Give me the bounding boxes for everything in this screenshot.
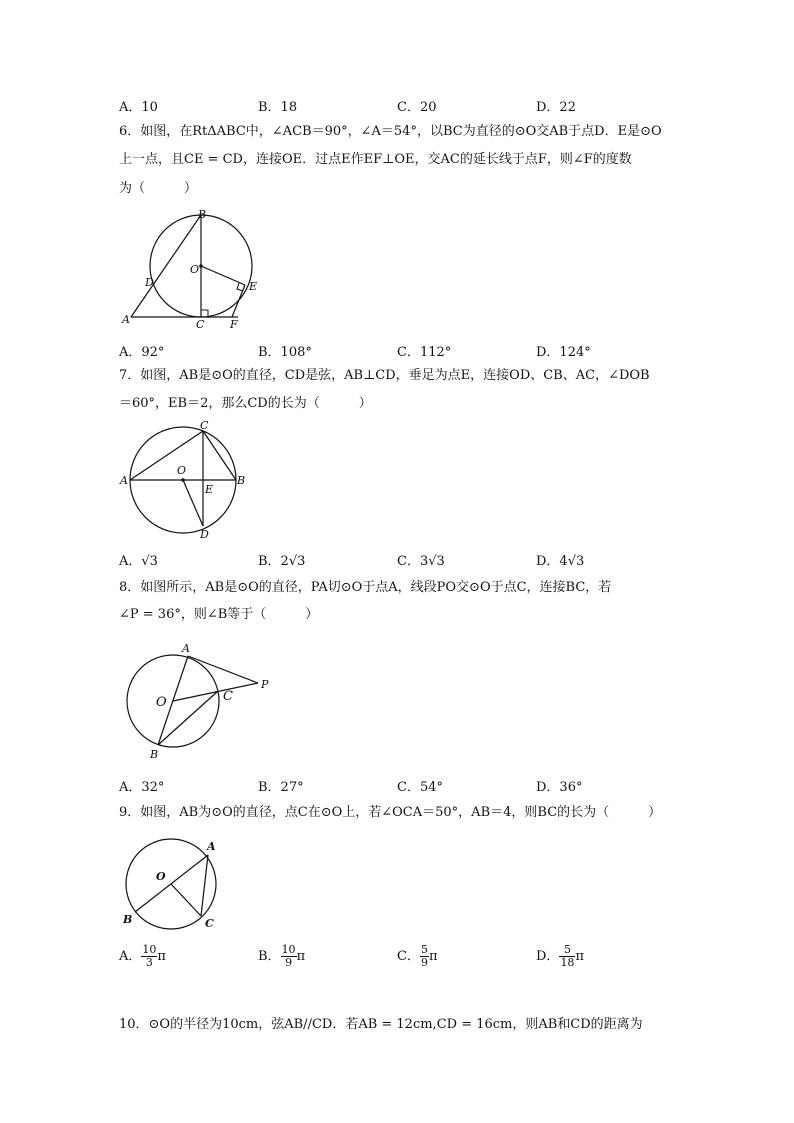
option-b: B．2√3: [258, 554, 306, 569]
q8-options: [119, 776, 679, 796]
option-d-denominator: 18: [560, 956, 575, 969]
option-d-prefix: D．: [536, 949, 560, 964]
q8-label-c: C: [223, 689, 233, 704]
q9-label-b: B: [123, 913, 133, 926]
q6-figure: [115, 205, 265, 335]
q6-line-oe: [201, 266, 245, 285]
option-a-prefix: A．: [119, 949, 142, 964]
q7-line-ac: [130, 431, 203, 480]
q6-text-line-1: 6．如图，在RtΔABC中，∠ACB＝90°，∠A＝54°，以BC为直径的⊙O交AB于点D．E是⊙O: [119, 124, 662, 139]
q7-center-dot: [181, 478, 185, 482]
option-b-denominator: 9: [285, 956, 293, 969]
q8-label-b: B: [150, 748, 159, 761]
option-b-fraction: [281, 944, 297, 969]
option-a-fraction: [141, 944, 157, 969]
option-c: C．20: [397, 100, 437, 115]
q8-label-p: P: [261, 678, 269, 691]
q7-label-b: B: [237, 474, 246, 487]
q7-line-od: [183, 480, 203, 526]
option-d-suffix: π: [575, 949, 584, 964]
q8-label-o: O: [156, 695, 167, 710]
q7-label-d: D: [200, 528, 209, 541]
q7-figure: [115, 418, 250, 543]
q6-center-dot: [199, 264, 203, 268]
q9-options: [119, 944, 679, 974]
option-a-suffix: π: [157, 949, 166, 964]
option-d: D．4√3: [536, 554, 585, 569]
option-b: B．18: [258, 100, 298, 115]
q6-label-a: A: [122, 313, 130, 326]
q9-line-ab: [135, 855, 208, 912]
option-c: C．54°: [397, 780, 443, 795]
q7-text-line-2: ＝60°，EB＝2，那么CD的长为（ ）: [119, 396, 372, 411]
option-a-denominator: 3: [145, 956, 153, 969]
q6-right-angle-c: [201, 310, 208, 317]
option-b: B．27°: [258, 780, 304, 795]
q6-label-o: O: [190, 263, 200, 276]
q8-line-pa: [188, 656, 258, 683]
option-c: [397, 944, 438, 969]
option-c: C．3√3: [397, 554, 445, 569]
option-d: D．124°: [536, 345, 591, 360]
q9-text-line-1: 9．如图，AB为⊙O的直径，点C在⊙O上，若∠OCA＝50°，AB＝4，则BC的长为（ ）: [119, 805, 662, 820]
q6-label-c: C: [196, 318, 205, 331]
option-b-numerator: 10: [281, 943, 296, 956]
q6-text-line-2: 上一点，且CE = CD，连接OE．过点E作EF⊥OE，交AC的延长线于点F，则∠F的度数: [119, 152, 632, 167]
option-c-suffix: π: [428, 949, 438, 964]
q9-line-ac: [201, 855, 208, 916]
q9-label-a: A: [207, 840, 216, 853]
q5-options: [119, 96, 679, 116]
q8-label-a: A: [182, 642, 190, 655]
q9-label-c: C: [205, 917, 214, 930]
option-b: [258, 944, 305, 969]
option-c-fraction: [420, 944, 429, 969]
option-a: A．10: [119, 100, 158, 115]
q8-text-line-2: ∠P = 36°，则∠B等于（ ）: [119, 607, 319, 622]
q7-label-c: C: [200, 419, 209, 432]
option-a: A．√3: [119, 554, 158, 569]
option-d: D．22: [536, 100, 576, 115]
q7-label-a: A: [120, 474, 128, 487]
q8-figure: [115, 636, 280, 764]
q6-text-line-3: 为（ ）: [119, 181, 198, 196]
option-c-denominator: 9: [420, 956, 428, 969]
q7-text-line-1: 7．如图，AB是⊙O的直径，CD是弦，AB⊥CD，垂足为点E，连接OD、CB、AC，∠DOB: [119, 368, 650, 383]
option-b: B．108°: [258, 345, 312, 360]
option-b-prefix: B．: [258, 949, 281, 964]
q7-line-cb: [203, 431, 236, 480]
option-d: [536, 944, 584, 969]
option-a: A．32°: [119, 780, 165, 795]
q9-label-o: O: [156, 870, 166, 883]
option-c: C．112°: [397, 345, 452, 360]
q6-label-e: E: [249, 280, 258, 293]
q9-figure: [115, 832, 230, 937]
option-d-fraction: [559, 944, 575, 969]
option-c-prefix: C．: [397, 949, 420, 964]
option-c-numerator: 5: [420, 943, 428, 956]
option-a: [119, 944, 166, 969]
option-a: A．92°: [119, 345, 165, 360]
q6-options: [119, 341, 679, 361]
q6-label-d: D: [145, 276, 154, 289]
q8-text-line-1: 8．如图所示，AB是⊙O的直径，PA切⊙O于点A，线段PO交⊙O于点C，连接BC，若: [119, 580, 612, 595]
q7-label-e: E: [205, 483, 214, 496]
option-a-numerator: 10: [142, 943, 157, 956]
option-d: D．36°: [536, 780, 583, 795]
q9-line-oc: [171, 884, 201, 916]
q6-label-b: B: [198, 208, 207, 221]
q8-line-po: [173, 683, 258, 701]
q7-label-o: O: [177, 464, 187, 477]
q10-text-line-1: 10．⊙O的半径为10cm，弦AB//CD．若AB = 12cm,CD = 16cm，则AB和CD的距离为: [119, 1017, 643, 1032]
q7-options: [119, 550, 679, 570]
option-b-suffix: π: [296, 949, 306, 964]
q6-label-f: F: [230, 318, 238, 331]
option-d-numerator: 5: [559, 944, 575, 957]
